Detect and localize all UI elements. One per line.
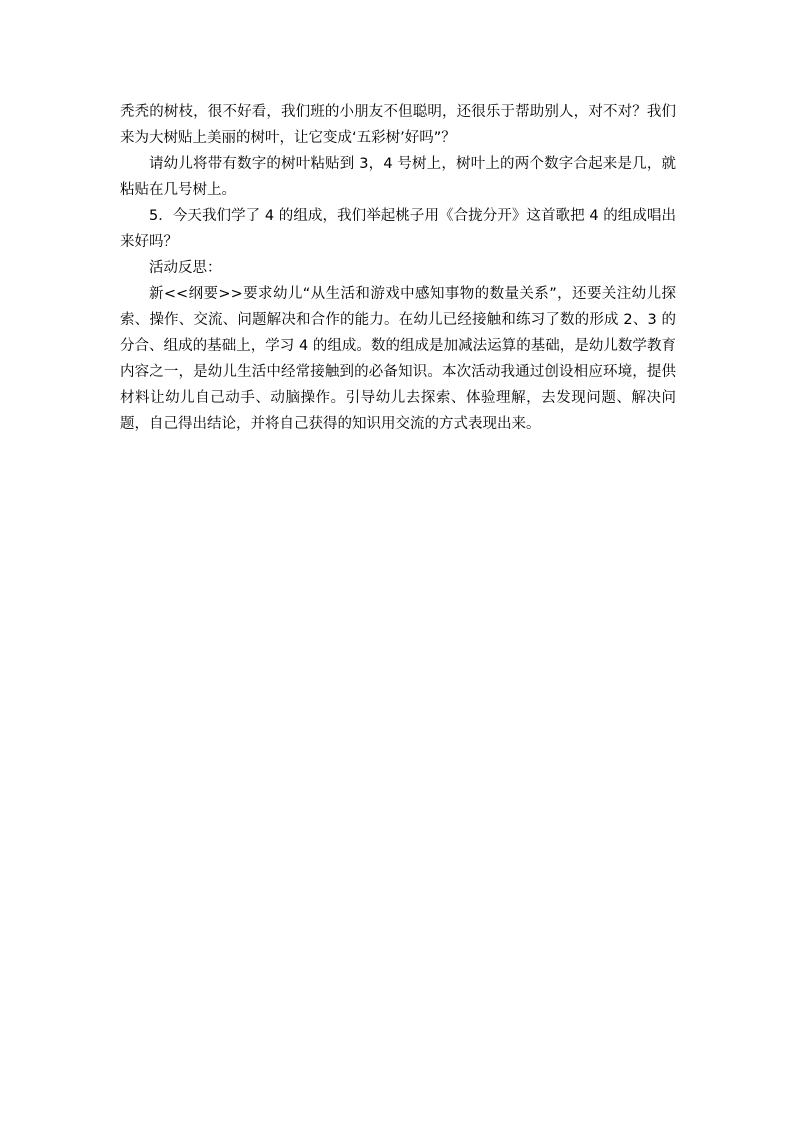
paragraph-instruction: 请幼儿将带有数字的树叶粘贴到 3，4 号树上，树叶上的两个数字合起来是几，就粘贴在几号树上。 [120, 156, 676, 198]
paragraph-step-5: 5．今天我们学了 4 的组成，我们举起桃子用《合拢分开》这首歌把 4 的组成唱出来好吗？ [120, 208, 676, 250]
paragraph-reflection: 新<<纲要>>要求幼儿“从生活和游戏中感知事物的数量关系”，还要关注幼儿探索、操作、交流、问题解决和合作的能力。在幼儿已经接触和练习了数的形成 2、3 的分合、组成的基础上，学习 4 的组成。数的组成是加减法运算的基础，是幼儿数学教育内容之一，是幼儿生活中经常接触到的必备知识。本次活动我通过创设相应环境，提供材料让幼儿自己动手、动脑操作。引导幼儿去探索、体验理解，去发现问题、解决问题，自己得出结论，并将自己获得的知识用交流的方式表现出来。 [120, 286, 676, 432]
section-heading-reflection: 活动反思： [149, 260, 222, 276]
document-page [120, 99, 676, 437]
paragraph-continuation: 秃秃的树枝，很不好看，我们班的小朋友不但聪明，还很乐于帮助别人，对不对？我们来为大树贴上美丽的树叶，让它变成‘五彩树’好吗”？ [120, 104, 676, 146]
